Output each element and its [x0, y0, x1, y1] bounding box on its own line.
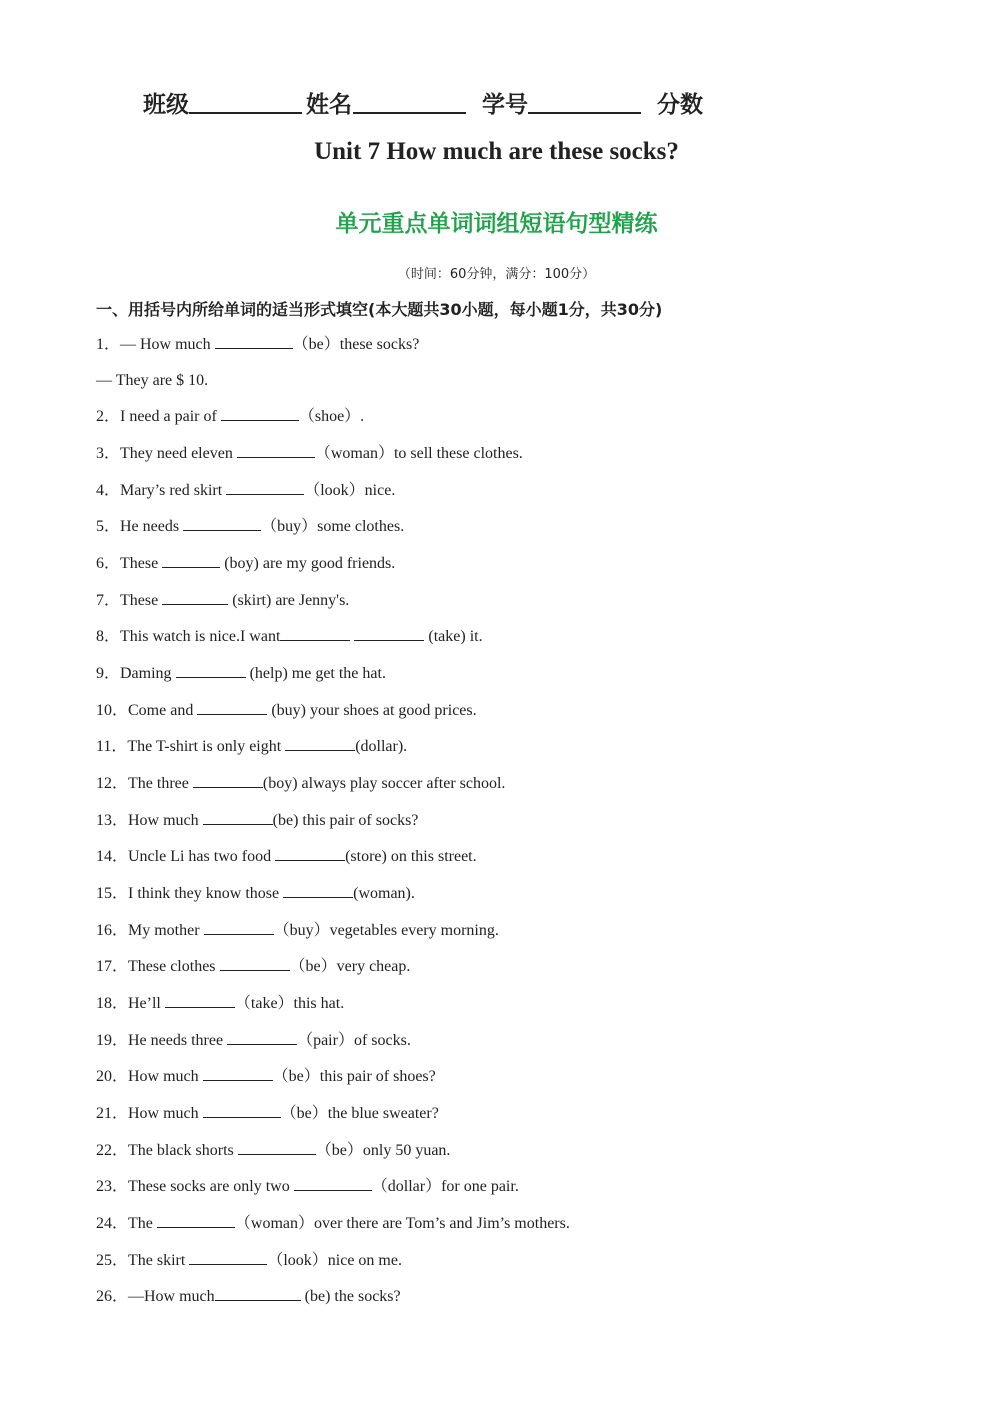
question-hint: （woman）to sell these clothes.: [314, 445, 523, 462]
question-item: [96, 773, 505, 795]
answer-blank[interactable]: [221, 406, 299, 421]
question-hint: (help) me get the hat.: [245, 665, 386, 682]
question-text: — They are $ 10.: [96, 372, 209, 389]
page-title: Unit 7 How much are these socks?: [314, 138, 679, 165]
question-text: 19．He needs three: [96, 1032, 228, 1049]
question-hint: （dollar）for one pair.: [371, 1178, 519, 1195]
question-text: 1．— How much: [96, 336, 215, 353]
question-text: 2．I need a pair of: [96, 408, 221, 425]
answer-blank[interactable]: [238, 1140, 316, 1155]
class-blank[interactable]: [189, 112, 302, 114]
question-item: [96, 1176, 519, 1198]
question-text: 7．These: [96, 592, 163, 609]
question-hint: (buy) your shoes at good prices.: [267, 702, 477, 719]
answer-blank[interactable]: [162, 590, 228, 605]
answer-blank[interactable]: [176, 663, 246, 678]
question-hint: (boy) are my good friends.: [220, 555, 396, 572]
question-item: [96, 993, 344, 1015]
question-item: [96, 626, 483, 648]
question-hint: （be）this pair of shoes?: [272, 1068, 436, 1085]
question-text: 25．The skirt: [96, 1252, 190, 1269]
answer-blank[interactable]: [203, 810, 273, 825]
question-text: 20．How much: [96, 1068, 203, 1085]
question-item: [96, 1030, 411, 1052]
answer-blank[interactable]: [280, 626, 350, 641]
answer-blank[interactable]: [197, 700, 267, 715]
answer-blank[interactable]: [189, 1250, 267, 1265]
answer-blank[interactable]: [294, 1176, 372, 1191]
question-item: [96, 1103, 439, 1125]
question-item: [96, 810, 418, 832]
answer-blank[interactable]: [162, 553, 220, 568]
answer-blank[interactable]: [203, 1066, 273, 1081]
question-text: 14．Uncle Li has two food: [96, 848, 276, 865]
question-hint: (be) this pair of socks?: [272, 812, 419, 829]
question-item: [96, 406, 364, 428]
page-subtitle: 单元重点单词词组短语句型精练: [335, 211, 658, 237]
answer-blank[interactable]: [237, 443, 315, 458]
question-item: [96, 1250, 402, 1272]
question-item: [96, 334, 419, 356]
name-blank[interactable]: [353, 112, 466, 114]
answer-blank[interactable]: [215, 334, 293, 349]
question-hint: （buy）vegetables every morning.: [273, 922, 499, 939]
question-text: 12．The three: [96, 775, 193, 792]
question-hint: (be) the socks?: [300, 1288, 401, 1305]
answer-blank[interactable]: [193, 773, 263, 788]
section-heading: 一、用括号内所给单词的适当形式填空(本大题共30小题，每小题1分，共30分): [96, 300, 663, 319]
student-id-label: 学号: [482, 92, 528, 117]
question-text: 4．Mary’s red skirt: [96, 482, 227, 499]
question-item: [96, 1213, 570, 1235]
question-hint: （be）the blue sweater?: [280, 1105, 439, 1122]
question-item: [96, 553, 395, 575]
answer-blank[interactable]: [220, 956, 290, 971]
question-item: [96, 480, 395, 502]
question-hint: (boy) always play soccer after school.: [262, 775, 506, 792]
question-text: 18．He’ll: [96, 995, 165, 1012]
class-label: 班级: [143, 92, 189, 117]
question-text: 17．These clothes: [96, 958, 220, 975]
answer-blank[interactable]: [226, 480, 304, 495]
question-text: 8．This watch is nice.I want: [96, 628, 281, 645]
question-item: [96, 846, 477, 868]
name-label: 姓名: [306, 92, 352, 117]
question-text: 15．I think they know those: [96, 885, 284, 902]
question-hint: (store) on this street.: [345, 848, 477, 865]
question-item: [96, 956, 410, 978]
question-item: [96, 1286, 401, 1308]
question-text: 10．Come and: [96, 702, 198, 719]
question-hint: （take）this hat.: [234, 995, 345, 1012]
question-text: 26．—How much: [96, 1288, 215, 1305]
answer-blank[interactable]: [227, 1030, 297, 1045]
question-item: [96, 736, 407, 758]
question-text: 6．These: [96, 555, 163, 572]
question-item: [96, 1140, 450, 1162]
question-hint: (woman).: [353, 885, 415, 902]
question-hint: (dollar).: [355, 738, 408, 755]
answer-blank[interactable]: [183, 516, 261, 531]
question-text: 24．The: [96, 1215, 157, 1232]
time-note: （时间：60分钟，满分：100分）: [397, 267, 596, 282]
question-item: [96, 590, 349, 612]
question-text: 3．They need eleven: [96, 445, 237, 462]
question-item: [96, 700, 477, 722]
question-item: [96, 443, 523, 465]
student-id-blank[interactable]: [528, 112, 641, 114]
question-item: [96, 920, 499, 942]
score-label: 分数: [657, 92, 703, 117]
answer-blank[interactable]: [203, 1103, 281, 1118]
answer-blank[interactable]: [165, 993, 235, 1008]
answer-blank[interactable]: [204, 920, 274, 935]
question-hint: （woman）over there are Tom’s and Jim’s mothers.: [234, 1215, 570, 1232]
question-text: 21．How much: [96, 1105, 203, 1122]
question-item: [96, 370, 208, 392]
question-hint: (take) it.: [424, 628, 483, 645]
answer-blank[interactable]: [285, 736, 355, 751]
question-item: [96, 663, 386, 685]
question-hint: （be）very cheap.: [289, 958, 411, 975]
question-text: 16．My mother: [96, 922, 204, 939]
question-hint: （look）nice on me.: [267, 1252, 402, 1269]
answer-blank[interactable]: [275, 846, 345, 861]
question-hint: （be）these socks?: [292, 336, 420, 353]
answer-blank[interactable]: [283, 883, 353, 898]
question-text: 5．He needs: [96, 518, 184, 535]
student-info-header: [0, 86, 993, 120]
question-text: 13．How much: [96, 812, 203, 829]
answer-blank[interactable]: [354, 626, 424, 641]
question-item: [96, 516, 404, 538]
answer-blank[interactable]: [215, 1286, 301, 1301]
question-hint: （shoe）.: [298, 408, 365, 425]
answer-blank[interactable]: [157, 1213, 235, 1228]
question-item: [96, 883, 415, 905]
question-hint: （look）nice.: [304, 482, 396, 499]
question-item: [96, 1066, 436, 1088]
question-text: 9．Daming: [96, 665, 176, 682]
question-text: 22．The black shorts: [96, 1142, 238, 1159]
question-text: 11．The T-shirt is only eight: [96, 738, 286, 755]
question-hint: （pair）of socks.: [297, 1032, 411, 1049]
question-text: 23．These socks are only two: [96, 1178, 294, 1195]
question-hint: （be）only 50 yuan.: [315, 1142, 451, 1159]
question-hint: (skirt) are Jenny's.: [228, 592, 350, 609]
question-hint: （buy）some clothes.: [261, 518, 405, 535]
